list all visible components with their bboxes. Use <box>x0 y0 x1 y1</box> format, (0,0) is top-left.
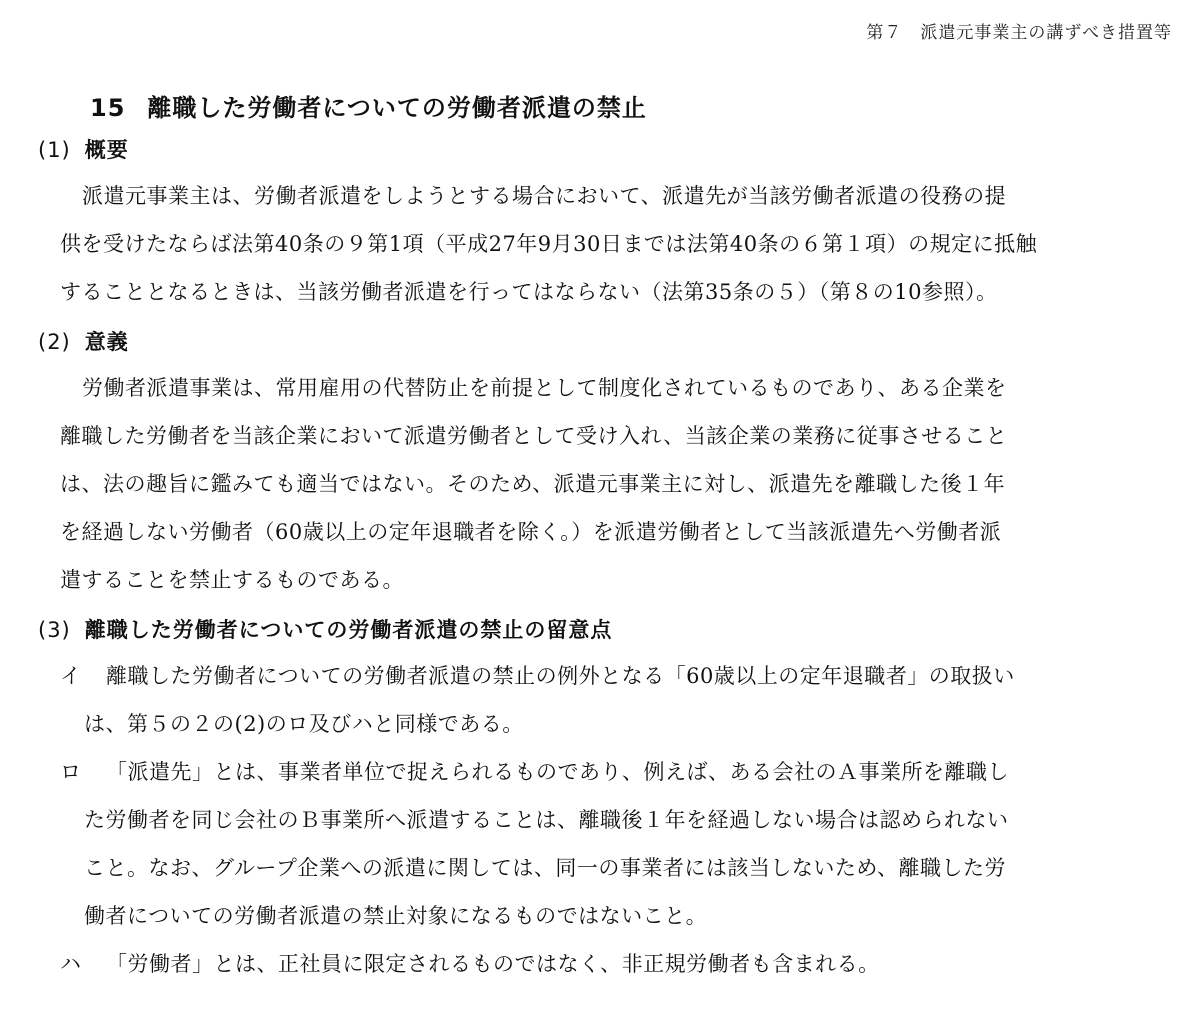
section-title <box>90 88 647 123</box>
item-first-line <box>60 748 1160 796</box>
paragraph-line: 労働者派遣事業は、常用雇用の代替防止を前提として制度化されているものであり、ある企業を <box>82 376 1007 400</box>
page-header-chapter: 第７ 派遣元事業主の講ずべき措置等 <box>866 23 1172 43</box>
item-marker: ハ <box>60 952 82 976</box>
significance-paragraph <box>60 364 1152 604</box>
overview-paragraph <box>60 172 1152 316</box>
subheading-number: (3) <box>38 618 71 642</box>
subheading-number: (1) <box>38 138 71 162</box>
subheading-significance <box>38 326 129 356</box>
note-item-ro <box>60 748 1160 940</box>
subheading-text: 意義 <box>84 330 129 354</box>
subheading-number: (2) <box>38 330 71 354</box>
item-marker: イ <box>60 664 82 688</box>
item-line: 働者についての労働者派遣の禁止対象になるものではないこと。 <box>84 904 708 928</box>
note-item-ha <box>60 940 1160 988</box>
paragraph-line: を経過しない労働者（60歳以上の定年退職者を除く。）を派遣労働者として当該派遣先へ労働者派 <box>60 520 1002 544</box>
item-line: は、第５の２の(2)のロ及びハと同様である。 <box>84 712 524 736</box>
item-first-line <box>60 652 1160 700</box>
paragraph-line: 遣することを禁止するものである。 <box>60 568 404 592</box>
subheading-overview <box>38 134 129 164</box>
paragraph-line: することとなるときは、当該労働者派遣を行ってはならない（法第35条の５）（第８の10参照）。 <box>60 280 998 304</box>
paragraph-line: 派遣元事業主は、労働者派遣をしようとする場合において、派遣先が当該労働者派遣の役務の提 <box>82 184 1007 208</box>
section-number: 15 <box>90 94 126 122</box>
item-line: こと。なお、グループ企業への派遣に関しては、同一の事業者には該当しないため、離職した労 <box>84 856 1006 880</box>
paragraph-line: 供を受けたならば法第40条の９第1項（平成27年9月30日までは法第40条の６第１項）の規定に抵触 <box>60 232 1038 256</box>
item-marker: ロ <box>60 760 82 784</box>
subheading-text: 離職した労働者についての労働者派遣の禁止の留意点 <box>84 618 613 642</box>
item-text: 離職した労働者についての労働者派遣の禁止の例外となる「60歳以上の定年退職者」の取扱い <box>106 664 1015 688</box>
paragraph-line: 離職した労働者を当該企業において派遣労働者として受け入れ、当該企業の業務に従事させること <box>60 424 1008 448</box>
note-item-i <box>60 652 1160 748</box>
subheading-text: 概要 <box>84 138 129 162</box>
item-text: 「労働者」とは、正社員に限定されるものではなく、非正規労働者も含まれる。 <box>106 952 880 976</box>
item-line: た労働者を同じ会社のＢ事業所へ派遣することは、離職後１年を経過しない場合は認められない <box>84 808 1009 832</box>
item-text: 「派遣先」とは、事業者単位で捉えられるものであり、例えば、ある会社のＡ事業所を離職し <box>106 760 1009 784</box>
subheading-notes <box>38 614 612 644</box>
paragraph-line: は、法の趣旨に鑑みても適当ではない。そのため、派遣元事業主に対し、派遣先を離職した後１年 <box>60 472 1006 496</box>
section-title-text: 離職した労働者についての労働者派遣の禁止 <box>147 94 647 122</box>
item-first-line <box>60 940 1160 988</box>
